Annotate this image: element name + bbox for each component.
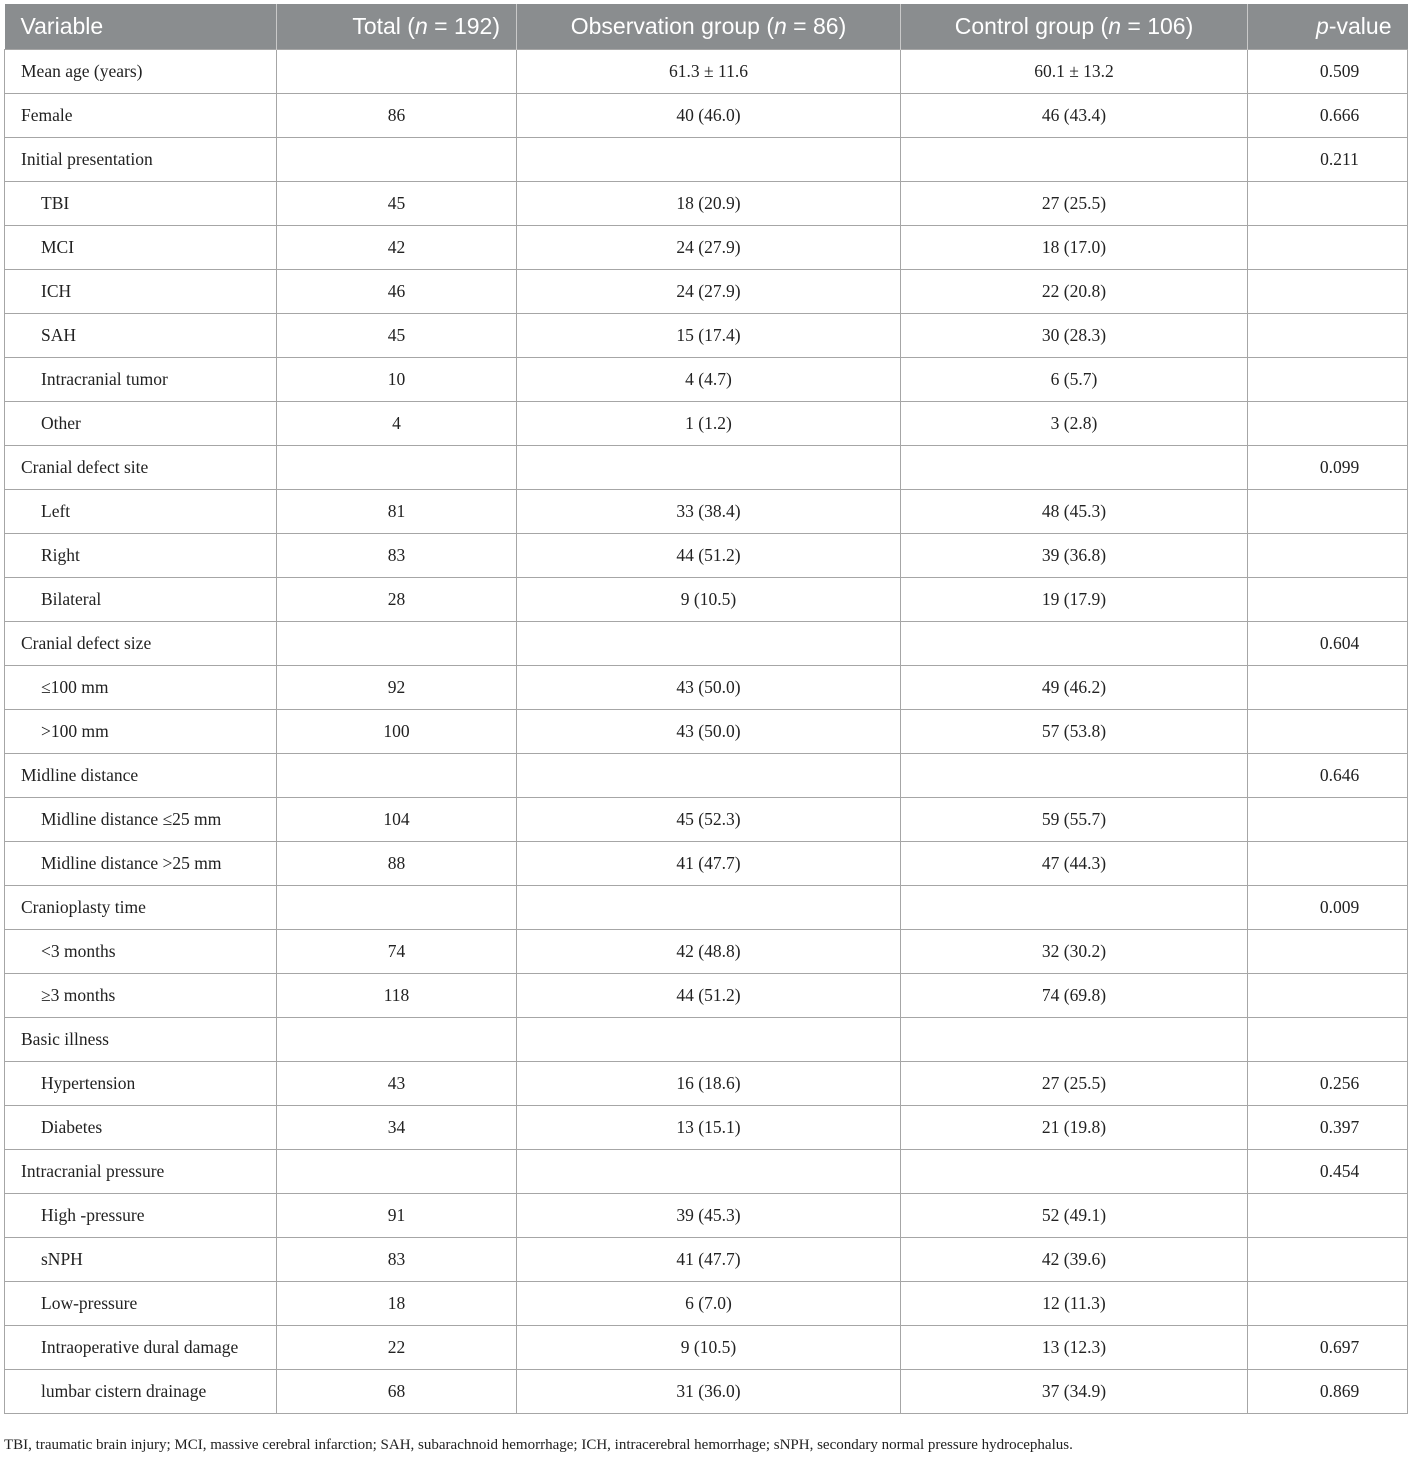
- table-row: [5, 1150, 1408, 1194]
- observation-cell: 41 (47.7): [517, 842, 901, 886]
- header-observation-group: Observation group (n = 86): [517, 4, 901, 50]
- variable-cell: Left: [5, 490, 277, 534]
- total-cell: 83: [277, 1238, 517, 1282]
- control-cell: 13 (12.3): [901, 1326, 1248, 1370]
- p-value-cell: 0.009: [1248, 886, 1408, 930]
- p-value-cell: [1248, 1282, 1408, 1326]
- observation-cell: 4 (4.7): [517, 358, 901, 402]
- header-variable: Variable: [5, 4, 277, 50]
- header-row: [5, 4, 1408, 50]
- control-cell: [901, 138, 1248, 182]
- p-value-cell: [1248, 974, 1408, 1018]
- control-cell: 6 (5.7): [901, 358, 1248, 402]
- p-value-cell: 0.509: [1248, 50, 1408, 94]
- total-cell: 74: [277, 930, 517, 974]
- table-row: [5, 622, 1408, 666]
- variable-cell: Diabetes: [5, 1106, 277, 1150]
- observation-cell: [517, 138, 901, 182]
- observation-cell: 9 (10.5): [517, 1326, 901, 1370]
- control-cell: 52 (49.1): [901, 1194, 1248, 1238]
- variable-cell: Intracranial tumor: [5, 358, 277, 402]
- observation-cell: [517, 622, 901, 666]
- control-cell: 19 (17.9): [901, 578, 1248, 622]
- total-cell: 42: [277, 226, 517, 270]
- table-footnote: TBI, traumatic brain injury; MCI, massive cerebral infarction; SAH, subarachnoid hemorrhage; ICH, intracerebral hemorrhage; sNPH, secondary normal pressure hydrocephalus.: [4, 1437, 1073, 1453]
- total-cell: [277, 886, 517, 930]
- observation-cell: 44 (51.2): [517, 534, 901, 578]
- control-cell: [901, 754, 1248, 798]
- observation-cell: [517, 754, 901, 798]
- variable-cell: SAH: [5, 314, 277, 358]
- p-value-cell: [1248, 930, 1408, 974]
- variable-cell: >100 mm: [5, 710, 277, 754]
- control-cell: 48 (45.3): [901, 490, 1248, 534]
- total-cell: [277, 446, 517, 490]
- variable-cell: Midline distance >25 mm: [5, 842, 277, 886]
- p-value-cell: [1248, 402, 1408, 446]
- total-cell: 46: [277, 270, 517, 314]
- variable-cell: sNPH: [5, 1238, 277, 1282]
- variable-cell: Basic illness: [5, 1018, 277, 1062]
- variable-cell: Right: [5, 534, 277, 578]
- variable-cell: Initial presentation: [5, 138, 277, 182]
- control-cell: 46 (43.4): [901, 94, 1248, 138]
- p-value-cell: [1248, 842, 1408, 886]
- total-cell: 92: [277, 666, 517, 710]
- total-cell: 88: [277, 842, 517, 886]
- control-cell: 49 (46.2): [901, 666, 1248, 710]
- variable-cell: ICH: [5, 270, 277, 314]
- total-cell: 104: [277, 798, 517, 842]
- p-value-cell: [1248, 1194, 1408, 1238]
- table-row: [5, 226, 1408, 270]
- variable-cell: MCI: [5, 226, 277, 270]
- p-value-cell: 0.666: [1248, 94, 1408, 138]
- observation-cell: 43 (50.0): [517, 666, 901, 710]
- total-cell: 83: [277, 534, 517, 578]
- table-row: [5, 94, 1408, 138]
- variable-cell: Midline distance: [5, 754, 277, 798]
- table-row: [5, 710, 1408, 754]
- table-row: [5, 842, 1408, 886]
- p-value-cell: [1248, 710, 1408, 754]
- control-cell: 21 (19.8): [901, 1106, 1248, 1150]
- control-cell: [901, 1018, 1248, 1062]
- observation-cell: 45 (52.3): [517, 798, 901, 842]
- total-cell: 45: [277, 314, 517, 358]
- total-cell: [277, 754, 517, 798]
- control-cell: 47 (44.3): [901, 842, 1248, 886]
- total-cell: 118: [277, 974, 517, 1018]
- observation-cell: 39 (45.3): [517, 1194, 901, 1238]
- total-cell: [277, 1150, 517, 1194]
- p-value-cell: [1248, 182, 1408, 226]
- table-row: [5, 578, 1408, 622]
- table-row: [5, 886, 1408, 930]
- observation-cell: [517, 446, 901, 490]
- variable-cell: Female: [5, 94, 277, 138]
- table-row: [5, 1238, 1408, 1282]
- table-body: [5, 50, 1408, 1414]
- variable-cell: Cranioplasty time: [5, 886, 277, 930]
- variable-cell: Hypertension: [5, 1062, 277, 1106]
- observation-cell: 33 (38.4): [517, 490, 901, 534]
- table-row: [5, 534, 1408, 578]
- total-cell: [277, 138, 517, 182]
- p-value-cell: [1248, 534, 1408, 578]
- control-cell: 27 (25.5): [901, 1062, 1248, 1106]
- control-cell: 37 (34.9): [901, 1370, 1248, 1414]
- variable-cell: ≤100 mm: [5, 666, 277, 710]
- variable-cell: lumbar cistern drainage: [5, 1370, 277, 1414]
- control-cell: [901, 622, 1248, 666]
- variable-cell: Intraoperative dural damage: [5, 1326, 277, 1370]
- total-cell: 18: [277, 1282, 517, 1326]
- variable-cell: <3 months: [5, 930, 277, 974]
- observation-cell: 9 (10.5): [517, 578, 901, 622]
- p-value-cell: 0.869: [1248, 1370, 1408, 1414]
- observation-cell: 41 (47.7): [517, 1238, 901, 1282]
- observation-cell: 31 (36.0): [517, 1370, 901, 1414]
- variable-cell: Midline distance ≤25 mm: [5, 798, 277, 842]
- total-cell: 34: [277, 1106, 517, 1150]
- control-cell: 57 (53.8): [901, 710, 1248, 754]
- table-row: [5, 754, 1408, 798]
- table-row: [5, 798, 1408, 842]
- header-total: Total (n = 192): [277, 4, 517, 50]
- observation-cell: [517, 1150, 901, 1194]
- baseline-characteristics-table: [4, 4, 1408, 1414]
- observation-cell: 44 (51.2): [517, 974, 901, 1018]
- table-row: [5, 182, 1408, 226]
- p-value-cell: [1248, 490, 1408, 534]
- variable-cell: Low-pressure: [5, 1282, 277, 1326]
- total-cell: 86: [277, 94, 517, 138]
- total-cell: 28: [277, 578, 517, 622]
- total-cell: 43: [277, 1062, 517, 1106]
- p-value-cell: [1248, 1238, 1408, 1282]
- table-row: [5, 446, 1408, 490]
- observation-cell: 24 (27.9): [517, 270, 901, 314]
- table-row: [5, 402, 1408, 446]
- total-cell: 22: [277, 1326, 517, 1370]
- total-cell: [277, 1018, 517, 1062]
- variable-cell: TBI: [5, 182, 277, 226]
- total-cell: 4: [277, 402, 517, 446]
- observation-cell: [517, 886, 901, 930]
- p-value-cell: [1248, 578, 1408, 622]
- table-row: [5, 1194, 1408, 1238]
- total-cell: [277, 50, 517, 94]
- table-row: [5, 50, 1408, 94]
- observation-cell: 42 (48.8): [517, 930, 901, 974]
- total-cell: 45: [277, 182, 517, 226]
- total-cell: 81: [277, 490, 517, 534]
- header-p-value: p-value: [1248, 4, 1408, 50]
- table-row: [5, 1106, 1408, 1150]
- p-value-cell: 0.397: [1248, 1106, 1408, 1150]
- total-cell: [277, 622, 517, 666]
- control-cell: [901, 886, 1248, 930]
- total-cell: 100: [277, 710, 517, 754]
- table-row: [5, 666, 1408, 710]
- control-cell: 74 (69.8): [901, 974, 1248, 1018]
- observation-cell: 24 (27.9): [517, 226, 901, 270]
- p-value-cell: [1248, 226, 1408, 270]
- total-cell: 10: [277, 358, 517, 402]
- control-cell: 3 (2.8): [901, 402, 1248, 446]
- p-value-cell: [1248, 1018, 1408, 1062]
- observation-cell: 61.3 ± 11.6: [517, 50, 901, 94]
- control-cell: 60.1 ± 13.2: [901, 50, 1248, 94]
- table-row: [5, 1370, 1408, 1414]
- p-value-cell: 0.256: [1248, 1062, 1408, 1106]
- variable-cell: High -pressure: [5, 1194, 277, 1238]
- header-control-group: Control group (n = 106): [901, 4, 1248, 50]
- control-cell: 22 (20.8): [901, 270, 1248, 314]
- table-row: [5, 1062, 1408, 1106]
- variable-cell: Bilateral: [5, 578, 277, 622]
- variable-cell: ≥3 months: [5, 974, 277, 1018]
- variable-cell: Intracranial pressure: [5, 1150, 277, 1194]
- control-cell: 30 (28.3): [901, 314, 1248, 358]
- table-row: [5, 314, 1408, 358]
- table-row: [5, 1018, 1408, 1062]
- table-row: [5, 974, 1408, 1018]
- table-row: [5, 358, 1408, 402]
- control-cell: [901, 1150, 1248, 1194]
- table-row: [5, 1326, 1408, 1370]
- p-value-cell: [1248, 314, 1408, 358]
- total-cell: 91: [277, 1194, 517, 1238]
- control-cell: 12 (11.3): [901, 1282, 1248, 1326]
- total-cell: 68: [277, 1370, 517, 1414]
- observation-cell: 1 (1.2): [517, 402, 901, 446]
- p-value-cell: [1248, 666, 1408, 710]
- observation-cell: 16 (18.6): [517, 1062, 901, 1106]
- p-value-cell: 0.211: [1248, 138, 1408, 182]
- p-value-cell: 0.646: [1248, 754, 1408, 798]
- control-cell: 18 (17.0): [901, 226, 1248, 270]
- control-cell: 27 (25.5): [901, 182, 1248, 226]
- p-value-cell: 0.697: [1248, 1326, 1408, 1370]
- observation-cell: 15 (17.4): [517, 314, 901, 358]
- variable-cell: Cranial defect site: [5, 446, 277, 490]
- observation-cell: 40 (46.0): [517, 94, 901, 138]
- table-row: [5, 1282, 1408, 1326]
- control-cell: 42 (39.6): [901, 1238, 1248, 1282]
- p-value-cell: [1248, 798, 1408, 842]
- p-value-cell: [1248, 270, 1408, 314]
- control-cell: [901, 446, 1248, 490]
- table-row: [5, 930, 1408, 974]
- p-value-cell: 0.099: [1248, 446, 1408, 490]
- variable-cell: Mean age (years): [5, 50, 277, 94]
- table-row: [5, 490, 1408, 534]
- variable-cell: Other: [5, 402, 277, 446]
- p-value-cell: 0.604: [1248, 622, 1408, 666]
- table-header: [5, 4, 1408, 50]
- observation-cell: 6 (7.0): [517, 1282, 901, 1326]
- p-value-cell: [1248, 358, 1408, 402]
- observation-cell: 18 (20.9): [517, 182, 901, 226]
- control-cell: 32 (30.2): [901, 930, 1248, 974]
- observation-cell: 43 (50.0): [517, 710, 901, 754]
- p-value-cell: 0.454: [1248, 1150, 1408, 1194]
- observation-cell: 13 (15.1): [517, 1106, 901, 1150]
- control-cell: 39 (36.8): [901, 534, 1248, 578]
- control-cell: 59 (55.7): [901, 798, 1248, 842]
- table-row: [5, 138, 1408, 182]
- table-row: [5, 270, 1408, 314]
- observation-cell: [517, 1018, 901, 1062]
- variable-cell: Cranial defect size: [5, 622, 277, 666]
